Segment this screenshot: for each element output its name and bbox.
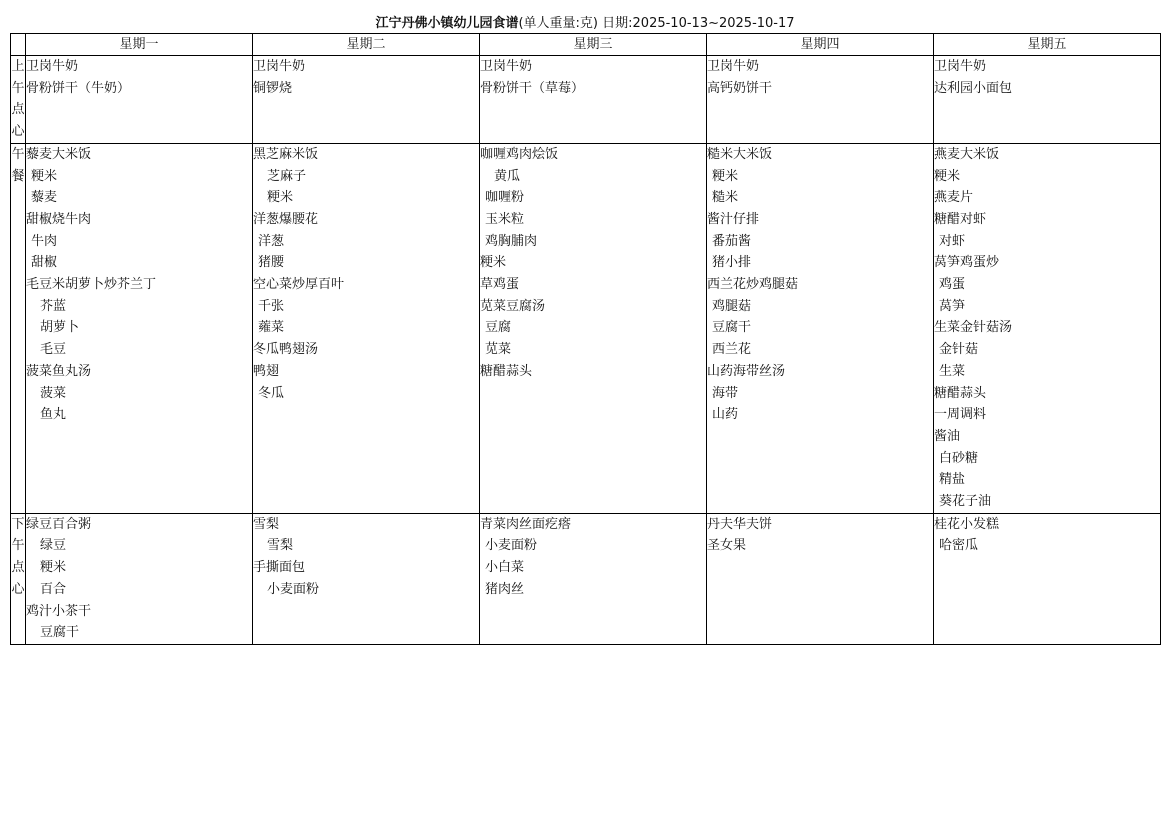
dish-name: 骨粉饼干（牛奶）	[26, 80, 131, 96]
ingredient-item: 藜麦	[31, 190, 58, 206]
menu-cell-tuesday	[253, 56, 480, 144]
day-header-wednesday: 星期三	[480, 34, 707, 56]
ingredient-item: 糙米	[712, 190, 739, 206]
ingredient-item: 绿豆	[40, 538, 67, 554]
menu-cell-wednesday	[480, 56, 707, 144]
meal-label-char: 午	[11, 538, 25, 554]
page-title	[0, 15, 1170, 33]
ingredient-item: 咖喱粉	[485, 190, 525, 206]
ingredient-item: 豆腐	[485, 320, 512, 336]
dish-name: 甜椒烧牛肉	[26, 211, 92, 227]
dish-name: 达利园小面包	[934, 80, 1013, 96]
ingredient-item: 芝麻子	[267, 168, 307, 184]
dish-name: 青菜肉丝面疙瘩	[480, 516, 572, 532]
ingredient-item: 洋葱	[258, 233, 285, 249]
menu-cell-thursday	[707, 56, 934, 144]
ingredient-item: 毛豆	[40, 342, 67, 358]
ingredient-item: 粳米	[712, 168, 739, 184]
ingredient-item: 小麦面粉	[267, 581, 320, 597]
dish-name: 粳米	[480, 255, 507, 271]
dish-name: 桂花小发糕	[934, 516, 1000, 532]
menu-cell-monday	[26, 56, 253, 144]
meal-label-char: 点	[11, 102, 25, 118]
ingredient-item: 猪腰	[258, 255, 285, 271]
ingredient-item: 粳米	[40, 560, 67, 576]
dish-name: 莴笋鸡蛋炒	[934, 255, 1000, 271]
meal-row-afternoon-snack	[11, 513, 1161, 644]
ingredient-item: 蕹菜	[258, 320, 285, 336]
dish-name: 粳米	[934, 168, 961, 184]
ingredient-item: 哈密瓜	[939, 538, 979, 554]
dish-name: 藜麦大米饭	[26, 146, 92, 162]
ingredient-item: 西兰花	[712, 342, 752, 358]
meal-label-char: 餐	[11, 168, 25, 184]
ingredient-item: 黄瓜	[494, 168, 521, 184]
day-header-tuesday: 星期二	[253, 34, 480, 56]
dish-name: 空心菜炒厚百叶	[253, 277, 345, 293]
meal-label-char: 午	[11, 146, 25, 162]
meal-label-char: 下	[11, 516, 25, 532]
dish-name: 鸭翅	[253, 363, 280, 379]
ingredient-item: 猪小排	[712, 255, 752, 271]
dish-name: 黑芝麻米饭	[253, 146, 319, 162]
dish-name: 高钙奶饼干	[707, 80, 773, 96]
dish-name: 糖醋蒜头	[934, 385, 987, 401]
school-name: 江宁丹佛小镇幼儿园食谱	[375, 16, 519, 31]
ingredient-item: 胡萝卜	[40, 320, 80, 336]
ingredient-item: 番茄酱	[712, 233, 752, 249]
dish-name: 冬瓜鸭翅汤	[253, 342, 319, 358]
dish-name: 绿豆百合粥	[26, 516, 92, 532]
weekly-menu-table	[10, 33, 1161, 645]
ingredient-item: 莴笋	[939, 298, 966, 314]
ingredient-item: 粳米	[31, 168, 58, 184]
dish-name: 卫岗牛奶	[480, 59, 533, 74]
ingredient-item: 小白菜	[485, 560, 525, 576]
menu-cell-thursday	[707, 513, 934, 644]
meal-label-afternoon-snack	[11, 513, 26, 644]
meal-label-char: 点	[11, 560, 25, 576]
meal-label-char: 午	[11, 80, 25, 96]
dish-name: 燕麦片	[934, 190, 974, 206]
dish-name: 卫岗牛奶	[253, 59, 306, 74]
ingredient-item: 玉米粒	[485, 211, 525, 227]
weight-unit-note: (单人重量:克)	[518, 16, 599, 31]
ingredient-item: 鸡蛋	[939, 277, 966, 293]
menu-cell-monday	[26, 513, 253, 644]
menu-cell-friday	[934, 143, 1161, 513]
ingredient-item: 豆腐干	[712, 320, 752, 336]
dish-name: 丹夫华夫饼	[707, 516, 773, 532]
corner-cell	[11, 34, 26, 56]
meal-row-lunch	[11, 143, 1161, 513]
dish-name: 圣女果	[707, 538, 747, 554]
ingredient-item: 粳米	[267, 190, 294, 206]
dish-name: 草鸡蛋	[480, 277, 520, 293]
menu-cell-tuesday	[253, 513, 480, 644]
dish-name: 酱汁仔排	[707, 211, 760, 227]
meal-row-morning-snack	[11, 56, 1161, 144]
dish-name: 卫岗牛奶	[26, 59, 79, 74]
ingredient-item: 白砂糖	[939, 450, 979, 466]
dish-name: 卫岗牛奶	[707, 59, 760, 74]
dish-name: 酱油	[934, 428, 961, 444]
meal-label-char: 心	[11, 581, 25, 597]
ingredient-item: 葵花子油	[939, 494, 992, 510]
menu-cell-wednesday	[480, 513, 707, 644]
date-range: 日期:2025-10-13~2025-10-17	[602, 16, 795, 31]
meal-label-lunch	[11, 143, 26, 513]
dish-name: 咖喱鸡肉烩饭	[480, 146, 559, 162]
ingredient-item: 鸡胸脯肉	[485, 233, 538, 249]
ingredient-item: 山药	[712, 407, 739, 423]
menu-cell-thursday	[707, 143, 934, 513]
dish-name: 鸡汁小茶干	[26, 603, 92, 619]
dish-name: 骨粉饼干（草莓）	[480, 80, 585, 96]
day-header-row	[11, 34, 1161, 56]
dish-name: 毛豆米胡萝卜炒芥兰丁	[26, 277, 157, 293]
menu-cell-wednesday	[480, 143, 707, 513]
dish-name: 生菜金针菇汤	[934, 320, 1013, 336]
ingredient-item: 苋菜	[485, 342, 512, 358]
dish-name: 糖醋蒜头	[480, 363, 533, 379]
ingredient-item: 甜椒	[31, 255, 58, 271]
menu-cell-monday	[26, 143, 253, 513]
meal-label-morning-snack	[11, 56, 26, 144]
ingredient-item: 菠菜	[40, 385, 67, 401]
meal-label-char: 上	[11, 59, 25, 74]
day-header-friday: 星期五	[934, 34, 1161, 56]
day-header-monday: 星期一	[26, 34, 253, 56]
ingredient-item: 猪肉丝	[485, 581, 525, 597]
dish-name: 铜锣烧	[253, 80, 293, 96]
dish-name: 雪梨	[253, 516, 280, 532]
menu-cell-tuesday	[253, 143, 480, 513]
ingredient-item: 冬瓜	[258, 385, 285, 401]
dish-name: 洋葱爆腰花	[253, 211, 319, 227]
ingredient-item: 生菜	[939, 363, 966, 379]
dish-name: 卫岗牛奶	[934, 59, 987, 74]
menu-cell-friday	[934, 513, 1161, 644]
ingredient-item: 牛肉	[31, 233, 58, 249]
ingredient-item: 鸡腿菇	[712, 298, 752, 314]
dish-name: 糖醋对虾	[934, 211, 987, 227]
dish-name: 手撕面包	[253, 560, 306, 576]
dish-name: 燕麦大米饭	[934, 146, 1000, 162]
ingredient-item: 对虾	[939, 233, 966, 249]
ingredient-item: 芥蓝	[40, 298, 67, 314]
ingredient-item: 豆腐干	[40, 625, 80, 641]
dish-name: 山药海带丝汤	[707, 363, 786, 379]
ingredient-item: 金针菇	[939, 342, 979, 358]
dish-name: 苋菜豆腐汤	[480, 298, 546, 314]
dish-name: 糙米大米饭	[707, 146, 773, 162]
ingredient-item: 千张	[258, 298, 285, 314]
meal-label-char: 心	[11, 124, 25, 140]
dish-name: 菠菜鱼丸汤	[26, 363, 92, 379]
ingredient-item: 精盐	[939, 472, 966, 488]
ingredient-item: 小麦面粉	[485, 538, 538, 554]
dish-name: 一周调料	[934, 407, 987, 423]
ingredient-item: 海带	[712, 385, 739, 401]
day-header-thursday: 星期四	[707, 34, 934, 56]
dish-name: 西兰花炒鸡腿菇	[707, 277, 799, 293]
menu-cell-friday	[934, 56, 1161, 144]
ingredient-item: 鱼丸	[40, 407, 67, 423]
ingredient-item: 百合	[40, 581, 67, 597]
ingredient-item: 雪梨	[267, 538, 294, 554]
